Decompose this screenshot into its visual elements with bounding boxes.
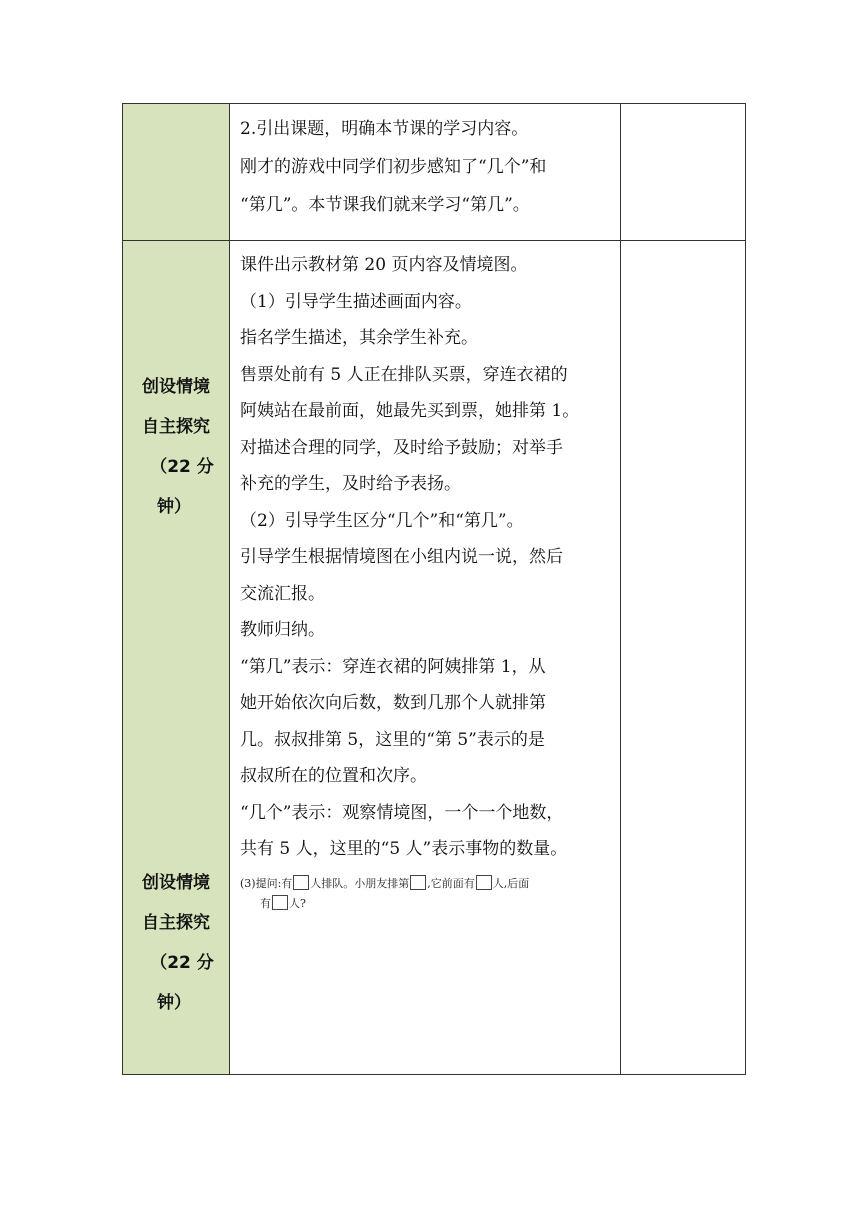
notes-cell — [621, 104, 746, 241]
content-line: “几个”表示：观察情境图，一个一个地数， — [240, 802, 564, 823]
content-line: 她开始依次向后数，数到几那个人就排第 — [240, 693, 546, 713]
content-line: 指名学生描述，其余学生补充。 — [240, 328, 478, 348]
content-line: 对描述合理的同学，及时给予鼓励；对举手 — [240, 437, 563, 458]
stage-label: 创设情境 自主探究 （22 分 钟） — [142, 377, 214, 517]
content-line: 共有 5 人，这里的“5 人”表示事物的数量。 — [240, 839, 568, 859]
content-cell — [230, 104, 621, 241]
content-line: 刚才的游戏中同学们初步感知了“几个”和 — [240, 157, 547, 177]
table-row — [123, 241, 746, 1075]
content-line: 几。叔叔排第 5，这里的“第 5”表示的是 — [240, 729, 545, 750]
stage-label: 创设情境 自主探究 （22 分 钟） — [142, 873, 214, 1013]
content-line: （1）引导学生描述画面内容。 — [240, 291, 472, 312]
content-line: 售票处前有 5 人正在排队买票，穿连衣裙的 — [240, 364, 568, 385]
content-line: （2）引导学生区分“几个”和“第几”。 — [240, 510, 524, 531]
stage-label-cell — [123, 241, 230, 1075]
content-line: 交流汇报。 — [240, 583, 325, 604]
blank-box — [272, 895, 288, 910]
content-line: 补充的学生，及时给予表扬。 — [240, 474, 461, 494]
table-row — [123, 104, 746, 241]
content-line: 2.引出课题，明确本节课的学习内容。 — [240, 119, 529, 139]
blank-box — [293, 875, 309, 890]
question-image: (3)提问:有 人排队。小朋友排第 ,它前面有 人,后面 有 人? — [240, 876, 530, 910]
blank-box — [410, 875, 426, 890]
content-line: “第几”表示：穿连衣裙的阿姨排第 1，从 — [240, 656, 546, 677]
content-line: 阿姨站在最前面，她最先买到票，她排第 1。 — [240, 401, 580, 421]
content-line: 教师归纳。 — [240, 620, 325, 640]
content-line: “第几”。本节课我们就来学习“第几”。 — [240, 195, 530, 215]
blank-box — [476, 875, 492, 890]
lesson-table — [122, 103, 746, 1075]
content-line: 叔叔所在的位置和次序。 — [240, 766, 427, 786]
stage-label-cell — [123, 104, 230, 241]
content-line: 引导学生根据情境图在小组内说一说，然后 — [240, 547, 563, 567]
content-cell — [230, 241, 621, 1075]
content-line: 课件出示教材第 20 页内容及情境图。 — [240, 255, 528, 275]
notes-cell — [621, 241, 746, 1075]
